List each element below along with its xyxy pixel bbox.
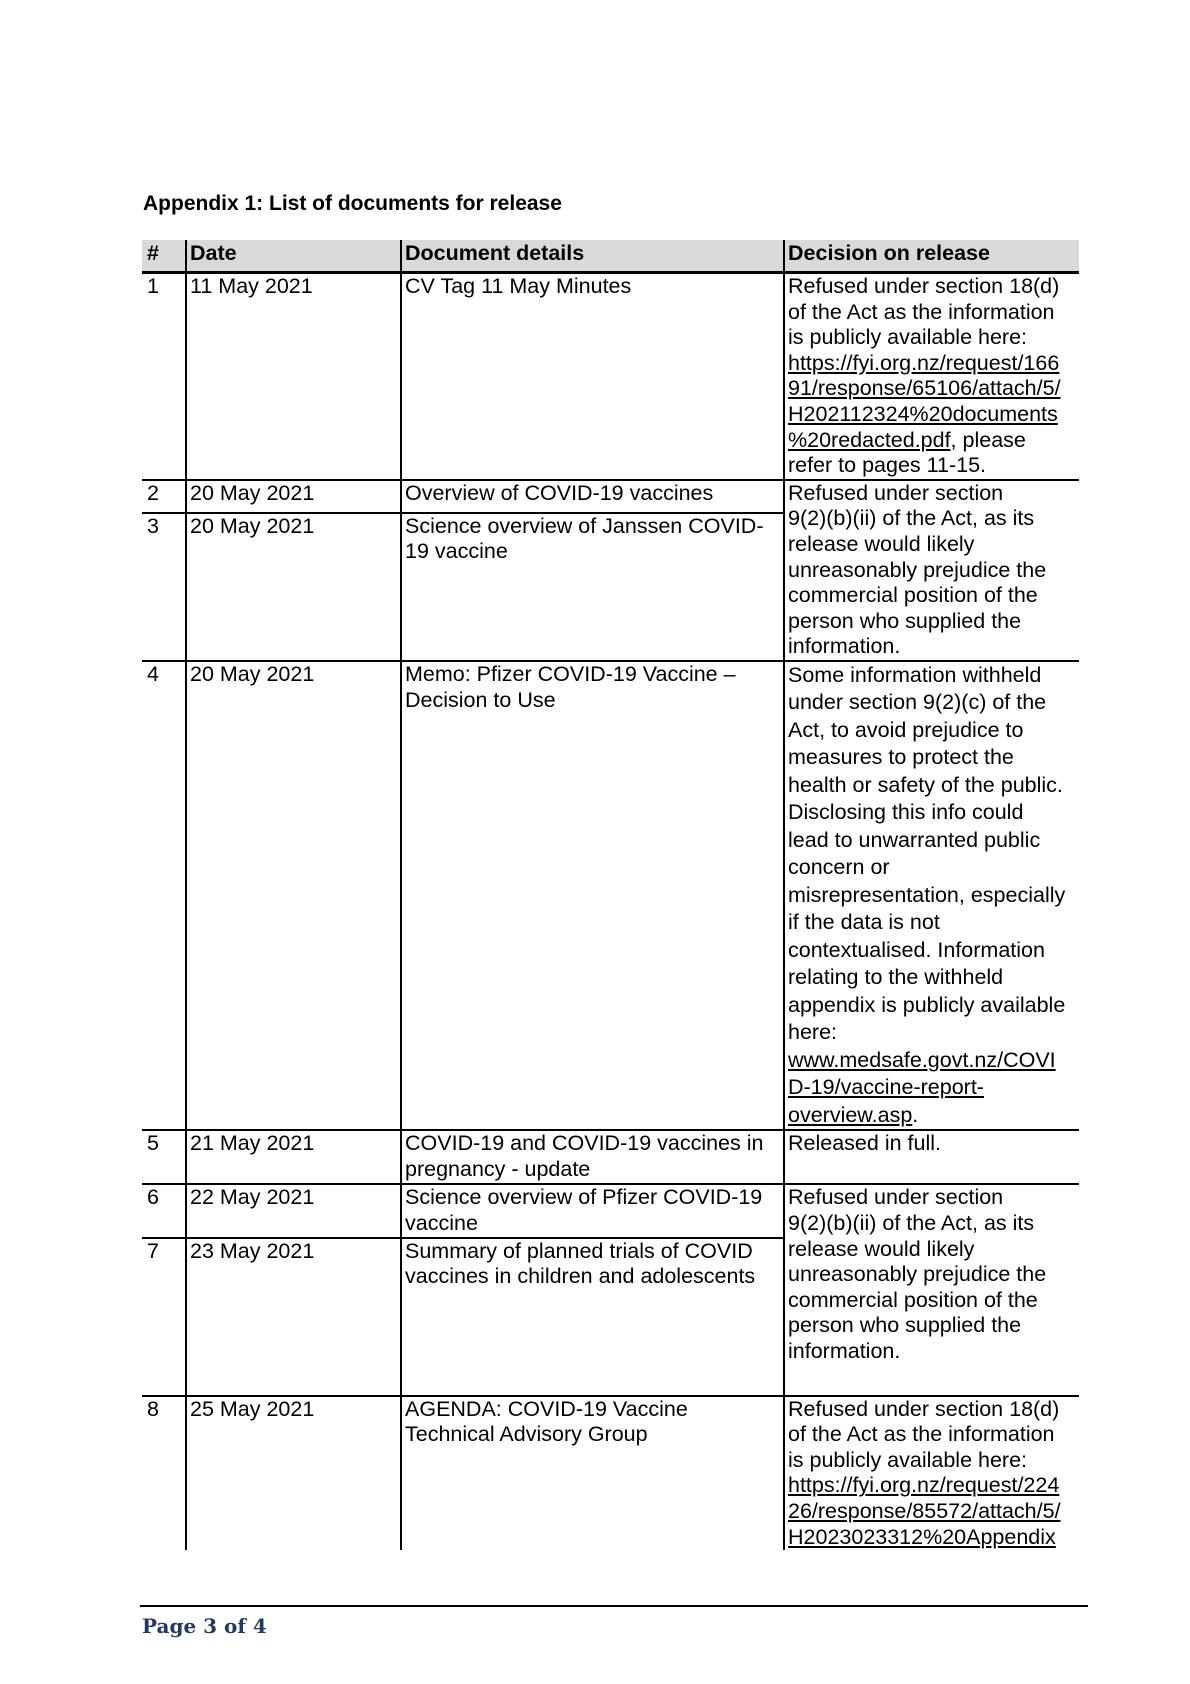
decision-line: concern or [788, 855, 890, 880]
decision-line: release would likely [788, 531, 975, 556]
page-heading: Appendix 1: List of documents for release [143, 192, 562, 215]
fyi-request-link[interactable]: https://fyi.org.nz/request/166 [788, 350, 1060, 375]
decision-line: lead to unwarranted public [788, 827, 1041, 852]
row-details [401, 513, 784, 661]
details-line: 19 vaccine [405, 539, 508, 564]
row-details [401, 661, 784, 1131]
table-row [142, 1396, 1079, 1551]
table-row [142, 273, 1079, 480]
footer-divider [140, 1605, 1088, 1607]
decision-line: here: [788, 1020, 838, 1045]
row-number: 4 [142, 661, 186, 1131]
decision-line: 9(2)(b)(ii) of the Act, as its [788, 506, 1035, 531]
row-decision [784, 661, 1079, 1131]
medsafe-link[interactable]: www.medsafe.govt.nz/COVI [788, 1047, 1056, 1072]
row-number: 7 [142, 1238, 186, 1396]
row-decision [784, 1396, 1079, 1551]
decision-line: of the Act as the information [788, 299, 1055, 324]
row-date: 25 May 2021 [186, 1396, 401, 1551]
decision-line: Refused under section 18(d) [788, 274, 1060, 298]
table-row [142, 661, 1079, 1131]
row-details [401, 1396, 784, 1551]
row-details [401, 1184, 784, 1237]
row-date: 20 May 2021 [186, 661, 401, 1131]
decision-line: contextualised. Information [788, 937, 1045, 962]
table-header-row [142, 240, 1079, 273]
fyi-request-link[interactable]: https://fyi.org.nz/request/224 [788, 1473, 1060, 1498]
details-line: Science overview of Pfizer COVID-19 [405, 1185, 763, 1210]
details-line: Science overview of Janssen COVID- [405, 513, 764, 538]
row-details [401, 1130, 784, 1184]
details-line: Decision to Use [405, 687, 556, 712]
decision-line: information. [788, 634, 901, 659]
details-line: AGENDA: COVID-19 Vaccine [405, 1396, 688, 1421]
details-line: vaccine [405, 1211, 478, 1235]
row-date: 21 May 2021 [186, 1130, 401, 1184]
decision-line: relating to the withheld [788, 965, 1004, 990]
decision-line: information. [788, 1338, 901, 1363]
header-date: Date [186, 240, 401, 273]
decision-line: commercial position of the [788, 583, 1038, 608]
row-number: 6 [142, 1184, 186, 1237]
details-line: CV Tag 11 May Minutes [405, 274, 632, 298]
decision-line: appendix is publicly available [788, 992, 1066, 1017]
decision-line: is publicly available here: [788, 1447, 1028, 1472]
decision-line: unreasonably prejudice the [788, 557, 1047, 582]
decision-line: person who supplied the [788, 608, 1022, 633]
decision-line: release would likely [788, 1236, 975, 1261]
fyi-request-link[interactable]: H2023023312%20Appendix [788, 1524, 1056, 1549]
table-row [142, 480, 1079, 513]
decision-line: refer to pages 11-15. [788, 453, 987, 478]
page-number: Page 3 of 4 [142, 1614, 267, 1638]
fyi-request-link[interactable]: 91/response/65106/attach/5/ [788, 376, 1061, 401]
decision-line: commercial position of the [788, 1287, 1038, 1312]
decision-line: Disclosing this info could [788, 800, 1024, 825]
medsafe-link[interactable]: D-19/vaccine-report- [788, 1075, 984, 1100]
row-details [401, 1238, 784, 1396]
header-number: # [142, 240, 186, 273]
header-document-details: Document details [401, 240, 784, 273]
details-line: vaccines in children and adolescents [405, 1264, 756, 1289]
fyi-request-link[interactable]: %20redacted.pdf, [788, 427, 957, 452]
row-number: 5 [142, 1130, 186, 1184]
decision-line: Refused under section [788, 480, 1004, 505]
header-decision: Decision on release [784, 240, 1079, 273]
decision-line: is publicly available here: [788, 325, 1028, 350]
decision-line: health or safety of the public. [788, 772, 1063, 797]
details-line: pregnancy - update [405, 1157, 591, 1181]
fyi-request-link[interactable]: 26/response/85572/attach/5/ [788, 1498, 1061, 1523]
row-decision [784, 273, 1079, 480]
details-line: Summary of planned trials of COVID [405, 1238, 753, 1263]
details-line: COVID-19 and COVID-19 vaccines in [405, 1131, 764, 1156]
fyi-request-link[interactable]: H202112324%20documents [788, 401, 1058, 426]
row-decision [784, 1130, 1079, 1184]
row-details [401, 273, 784, 480]
decision-line: Act, to avoid prejudice to [788, 717, 1024, 742]
documents-table [142, 240, 1079, 1550]
decision-line: Refused under section 18(d) [788, 1396, 1060, 1421]
decision-line: measures to protect the [788, 745, 1014, 770]
table-row [142, 1184, 1079, 1237]
decision-line: Refused under section [788, 1185, 1004, 1210]
row-date: 11 May 2021 [186, 273, 401, 480]
decision-line: person who supplied the [788, 1313, 1022, 1338]
row-number: 2 [142, 480, 186, 513]
row-date: 20 May 2021 [186, 480, 401, 513]
row-decision [784, 480, 1079, 661]
row-number: 3 [142, 513, 186, 661]
decision-line: if the data is not [788, 910, 940, 935]
decision-line: under section 9(2)(c) of the [788, 690, 1047, 715]
decision-line: of the Act as the information [788, 1422, 1055, 1447]
row-date: 20 May 2021 [186, 513, 401, 661]
decision-line: Some information withheld [788, 662, 1042, 687]
table-row [142, 1130, 1079, 1184]
decision-text: . [912, 1102, 919, 1127]
decision-line: Released in full. [788, 1131, 941, 1156]
decision-line: 9(2)(b)(ii) of the Act, as its [788, 1211, 1035, 1235]
details-line: Technical Advisory Group [405, 1422, 648, 1447]
row-date: 22 May 2021 [186, 1184, 401, 1237]
decision-line: unreasonably prejudice the [788, 1262, 1047, 1287]
row-details [401, 480, 784, 513]
details-line: Memo: Pfizer COVID-19 Vaccine – [405, 661, 736, 686]
row-number: 8 [147, 1396, 159, 1421]
details-line: Overview of COVID-19 vaccines [405, 480, 714, 505]
row-decision [784, 1184, 1079, 1395]
medsafe-link[interactable]: overview.asp [788, 1102, 913, 1127]
row-date: 23 May 2021 [186, 1238, 401, 1396]
decision-line: misrepresentation, especially [788, 882, 1066, 907]
row-number: 1 [142, 273, 186, 480]
decision-text: please [956, 427, 1026, 452]
